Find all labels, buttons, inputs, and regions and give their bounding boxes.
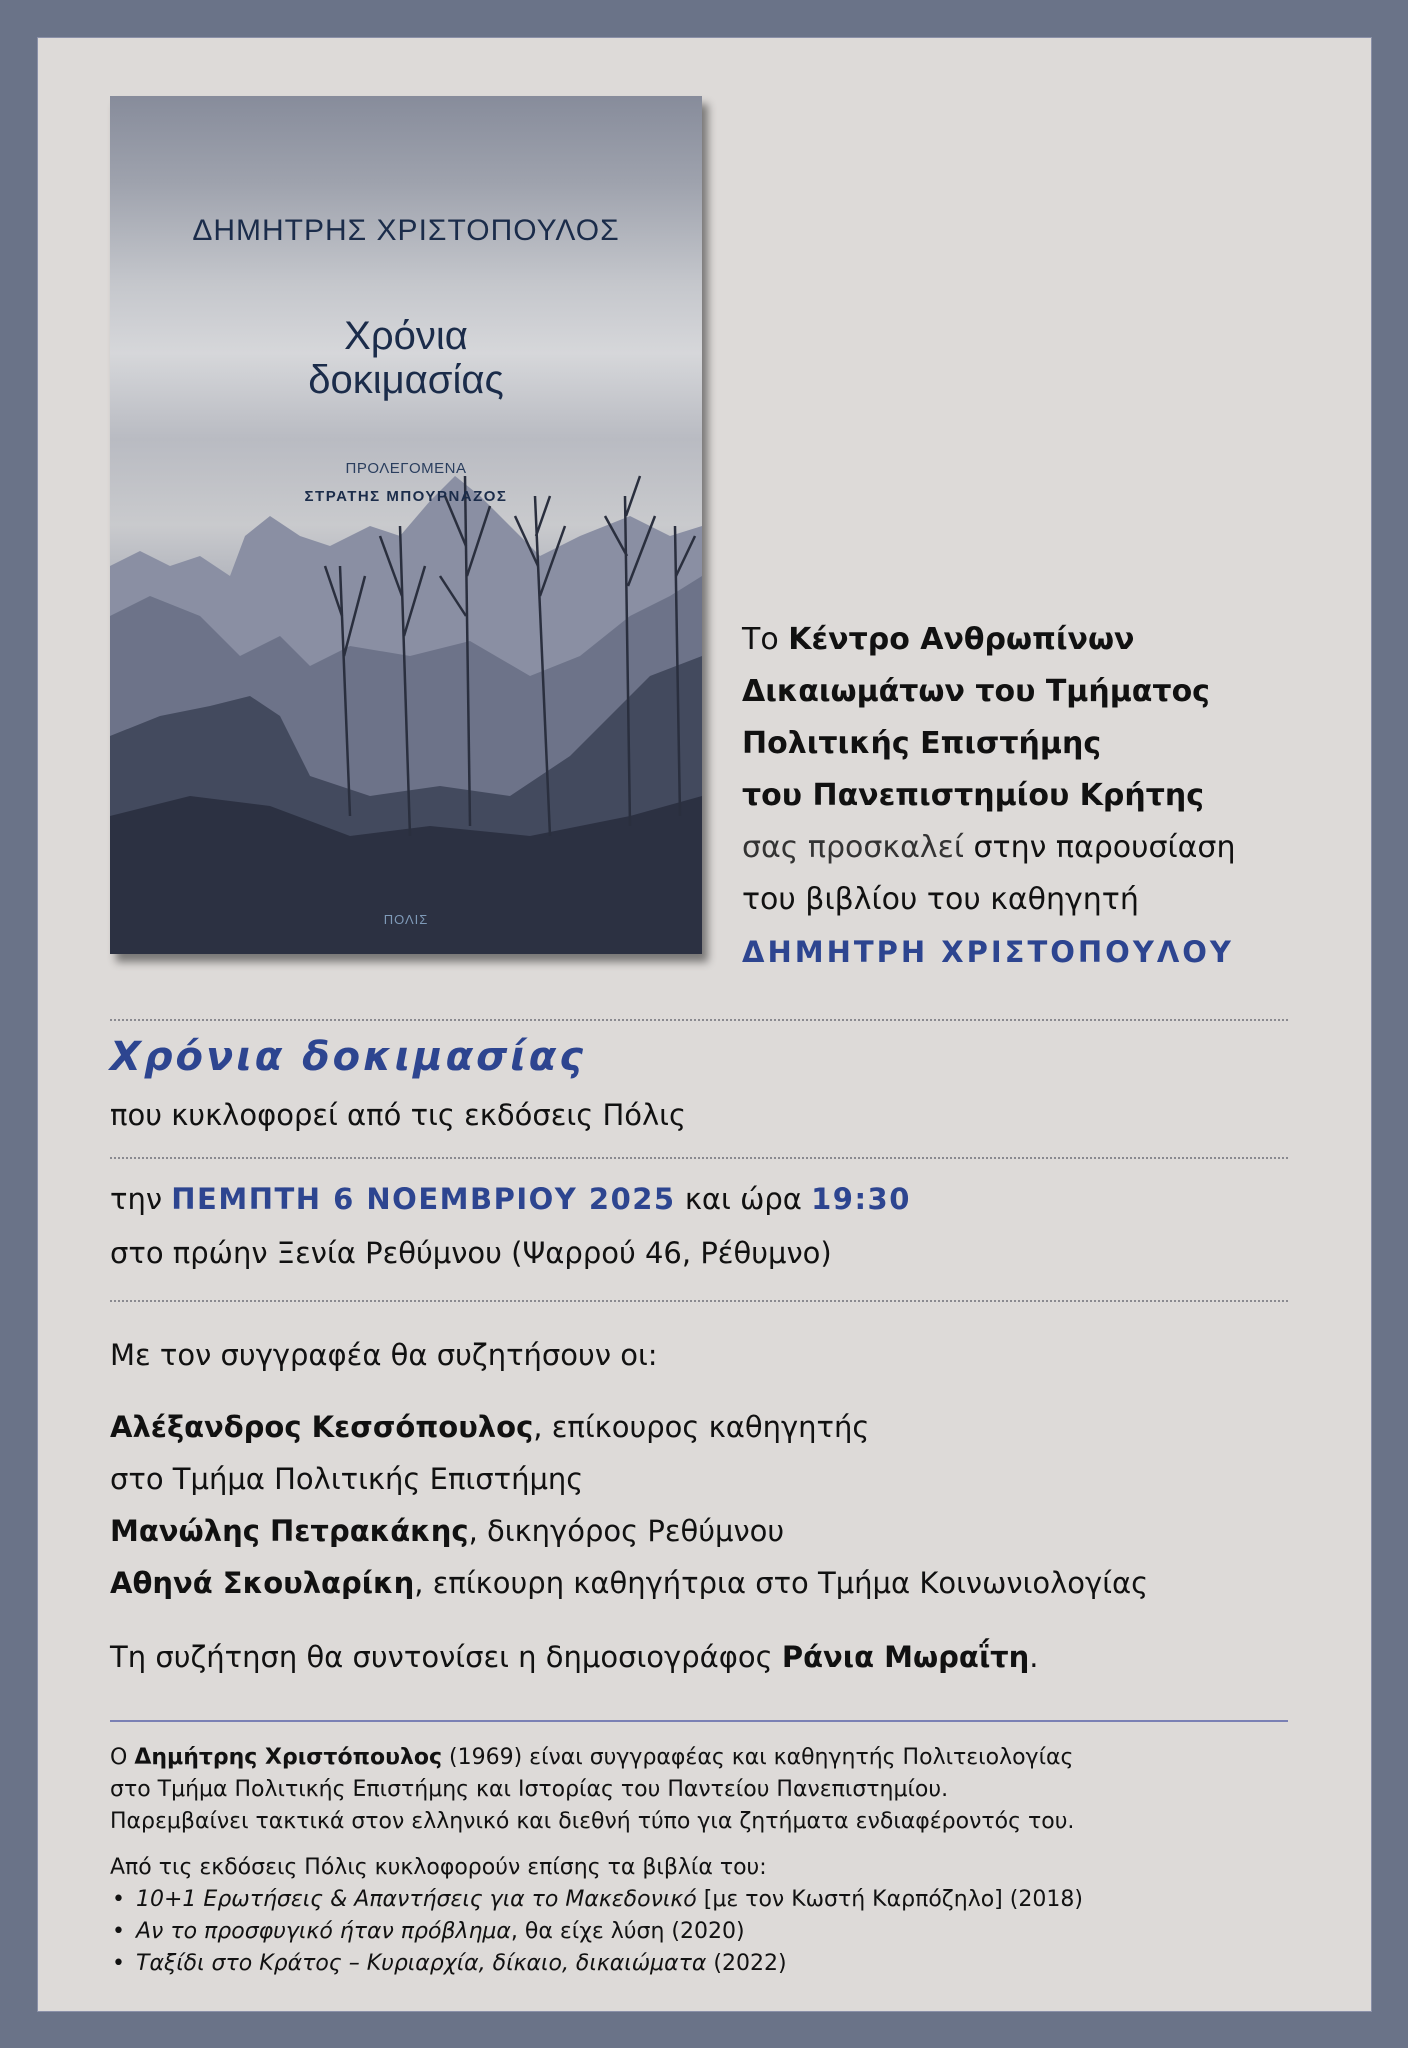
moderator-line: Τη συζήτηση θα συντονίσει η δημοσιογράφος Ράνια Μωραΐτη.	[110, 1640, 1039, 1674]
event-date: ΠΕΜΠΤΗ 6 ΝΟΕΜΒΡΙΟΥ 2025	[171, 1182, 676, 1216]
other-books: Από τις εκδόσεις Πόλις κυκλοφορούν επίσης τα βιβλία του: • 10+1 Ερωτήσεις & Απαντήσεις για το Μακεδονικό [με τον Κωστή Καρπόζηλο] (2018) • Αν το προσφυγικό ήταν πρόβλημα, θα είχε λύση (2020) • Ταξίδι στο Κράτος – Κυριαρχία, δίκαιο, δικαιώματα (2022)	[110, 1852, 1083, 1980]
moderator-name: Ράνια Μωραΐτη	[781, 1640, 1030, 1674]
list-item: • 10+1 Ερωτήσεις & Απαντήσεις για το Μακεδονικό [με τον Κωστή Καρπόζηλο] (2018)	[136, 1884, 1083, 1916]
event-time: 19:30	[811, 1182, 911, 1216]
author-bio: Ο Δημήτρης Χριστόπουλος (1969) είναι συγγραφέας και καθηγητής Πολιτειολογίας στο Τμήμα Πολιτικής Επιστήμης και Ιστορίας του Παντείου Πανεπιστημίου. Παρεμβαίνει τακτικά στον ελληνικό και διεθνή τύπο για ζητήματα ενδιαφέροντός του.	[110, 1745, 1075, 1834]
cover-prolegomena-label: ΠΡΟΛΕΓΟΜΕΝΑ	[345, 460, 467, 477]
speaker-1: Αλέξανδρος Κεσσόπουλος, επίκουρος καθηγητής	[110, 1410, 870, 1444]
dotted-divider	[110, 1157, 1288, 1159]
list-item: • Αν το προσφυγικό ήταν πρόβλημα, θα είχε λύση (2020)	[136, 1916, 1083, 1948]
cover-author: ΔΗΜΗΤΡΗΣ ΧΡΙΣΤΟΠΟΥΛΟΣ	[192, 214, 620, 247]
speaker-1-role-cont: στο Τμήμα Πολιτικής Επιστήμης	[110, 1462, 584, 1496]
event-date-line: την ΠΕΜΠΤΗ 6 ΝΟΕΜΒΡΙΟΥ 2025 και ώρα 19:30	[110, 1182, 911, 1216]
dotted-divider	[110, 1019, 1288, 1021]
publisher-line: που κυκλοφορεί από τις εκδόσεις Πόλις	[110, 1098, 687, 1132]
book-cover	[110, 96, 702, 954]
list-item: • Ταξίδι στο Κράτος – Κυριαρχία, δίκαιο, δικαιώματα (2022)	[136, 1948, 1083, 1980]
event-venue: στο πρώην Ξενία Ρεθύμνου (Ψαρρού 46, Ρέθυμνο)	[110, 1236, 832, 1270]
cover-publisher-logo: ΠΟΛΙΣ	[383, 912, 429, 927]
solid-divider	[110, 1720, 1288, 1722]
speaker-2: Μανώλης Πετρακάκης, δικηγόρος Ρεθύμνου	[110, 1514, 785, 1548]
dotted-divider	[110, 1300, 1288, 1302]
book-title: Χρόνια δοκιμασίας	[110, 1034, 586, 1080]
author-name: ΔΗΜΗΤΡΗ ΧΡΙΣΤΟΠΟΥΛΟΥ	[742, 935, 1234, 969]
speaker-3: Αθηνά Σκουλαρίκη, επίκουρη καθηγήτρια στο Τμήμα Κοινωνιολογίας	[110, 1566, 1149, 1600]
speakers-intro: Με τον συγγραφέα θα συζητήσουν οι:	[110, 1338, 658, 1372]
cover-title: Χρόνια δοκιμασίας	[308, 314, 504, 402]
invitation-text: Το Κέντρο Ανθρωπίνων Δικαιωμάτων του Τμήματος Πολιτικής Επιστήμης του Πανεπιστημίου Κρήτης σας προσκαλεί στην παρουσίαση του βιβλίου του καθηγητή ΔΗΜΗΤΡΗ ΧΡΙΣΤΟΠΟΥΛΟΥ	[742, 614, 1235, 978]
cover-prolegomena-author: ΣΤΡΑΤΗΣ ΜΠΟΥΡΝΑΖΟΣ	[304, 488, 508, 505]
books-list	[110, 1884, 1083, 1980]
